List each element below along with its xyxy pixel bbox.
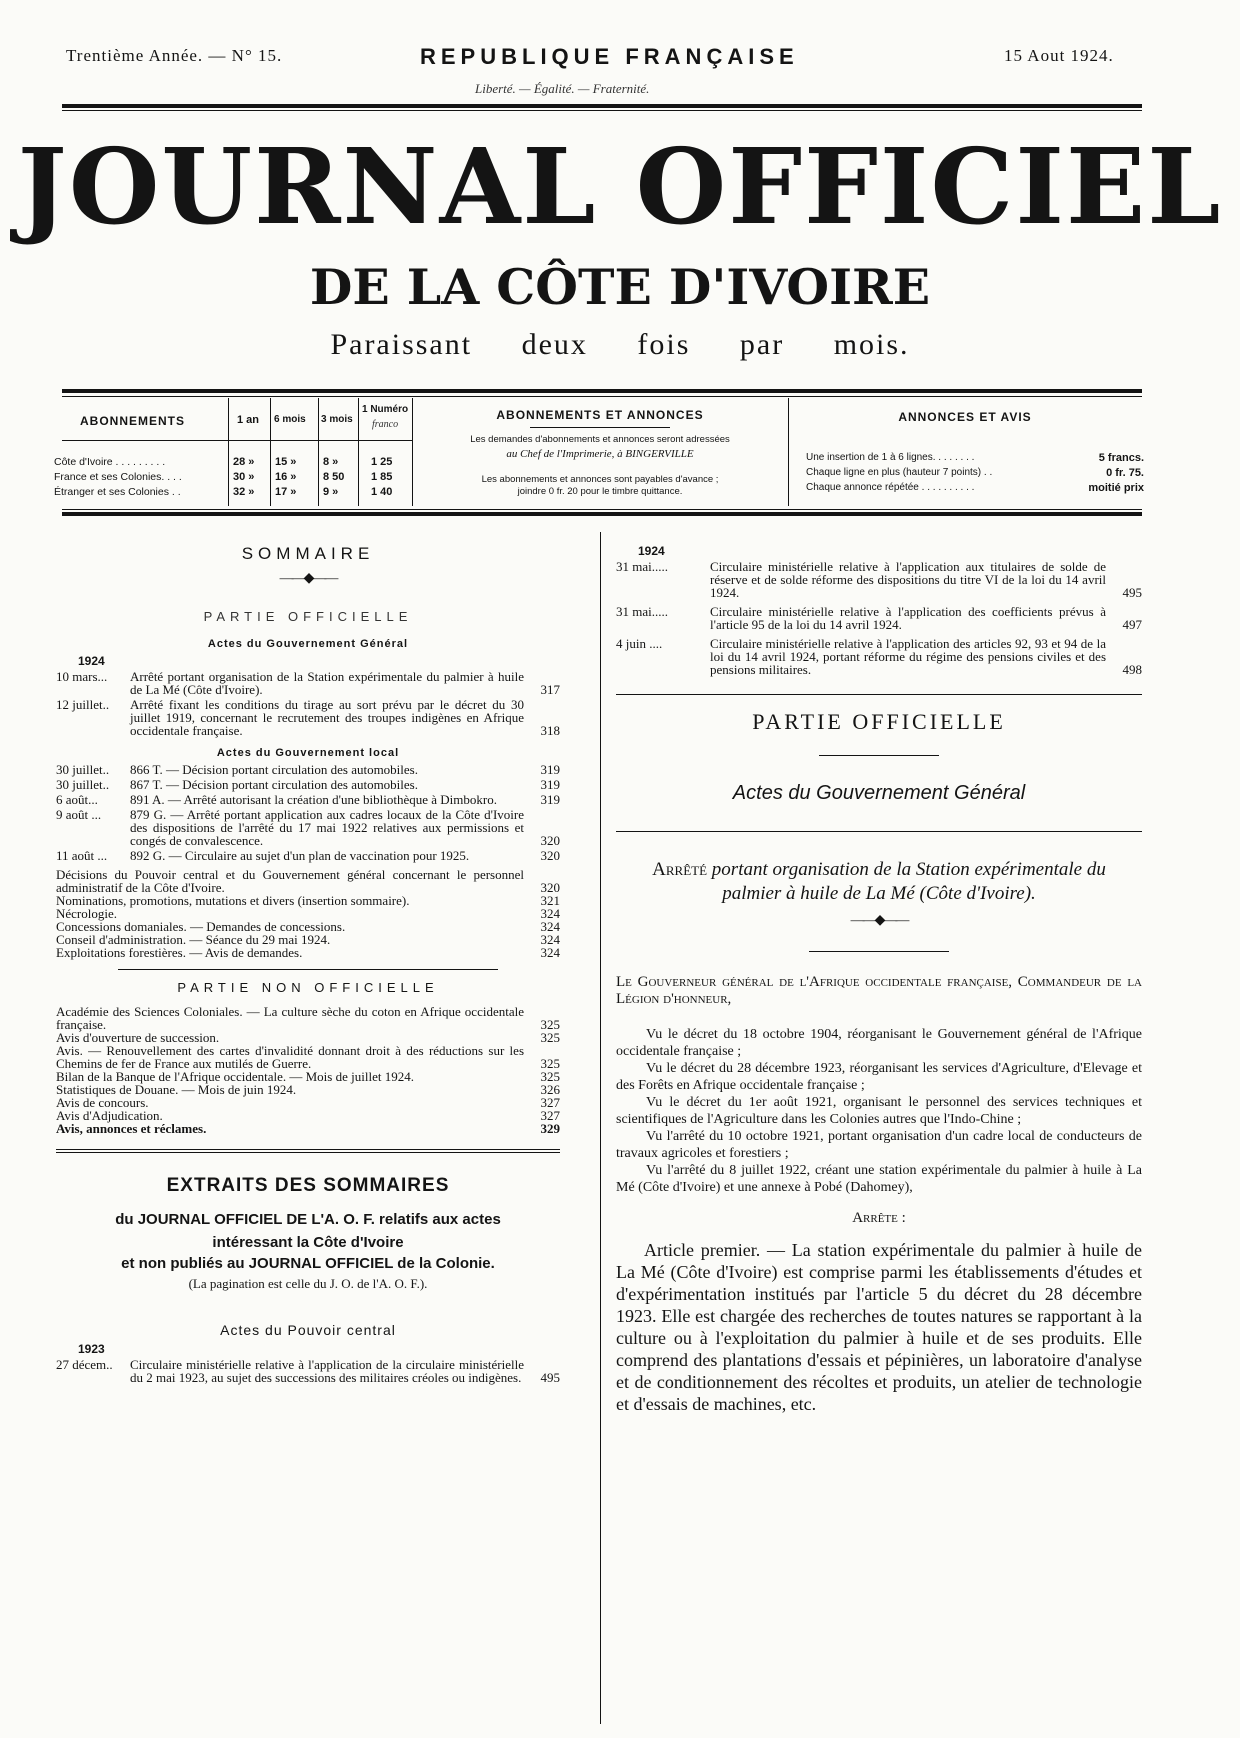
subscriptions-note-3: joindre 0 fr. 20 pour le timbre quittance. <box>517 486 683 497</box>
extraits-line-3: et non publiés au JOURNAL OFFICIEL de la Colonie. <box>121 1255 495 1272</box>
list-item: Avis. — Renouvellement des cartes d'invalidité donnant droit à des réductions sur les Chemins de fer de France aux mutilés de Guerre. 325 <box>56 1043 560 1071</box>
ad-rate-row: Chaque annonce répétée . . . . . . . . . . moitié prix <box>806 482 1144 494</box>
governor-intro: Le Gouverneur général de l'Afrique occidentale française, Commandeur de la Légion d'honneur, <box>616 974 1142 1007</box>
list-item: 9 août ... 879 G. — Arrêté portant application aux cadres locaux de la Côte d'Ivoire des dispositions de l'arrêté du 17 mai 1922 relatives aux permissions et congés de convalescence. 320 <box>56 807 560 848</box>
table-bottom-rule-thin <box>62 509 1142 510</box>
ad-rate-row: Chaque ligne en plus (hauteur 7 points) . . 0 fr. 75. <box>806 467 1144 479</box>
masthead-rule <box>62 104 1142 108</box>
col-single-issue-sub: franco <box>372 419 399 430</box>
list-item: 30 juillet.. 867 T. — Décision portant circulation des automobiles. 319 <box>56 777 560 792</box>
list-item: Conseil d'administration. — Séance du 29 mai 1924. 324 <box>56 932 560 947</box>
table-top-rule-thin <box>62 396 1142 397</box>
motto: Liberté. — Égalité. — Fraternité. <box>475 81 650 96</box>
publication-frequency: Paraissant deux fois par mois. <box>330 328 910 361</box>
subscriptions-address: au Chef de l'Imprimerie, à BINGERVILLE <box>506 448 694 460</box>
ornament: ——◆—— <box>279 571 337 586</box>
list-item: Avis, annonces et réclames. 329 <box>56 1121 560 1136</box>
pc-header: Actes du Pouvoir central <box>220 1322 396 1338</box>
col-3-months: 3 mois <box>321 414 353 425</box>
list-item: Concessions domaniales. — Demandes de concessions. 324 <box>56 919 560 934</box>
list-item: Académie des Sciences Coloniales. — La culture sèche du coton en Afrique occidentale française. 325 <box>56 1004 560 1032</box>
issue-date: 15 Aout 1924. <box>1004 46 1114 65</box>
article-premier: Article premier. — La station expérimentale du palmier à huile de La Mé (Côte d'Ivoire) est comprise parmi les établissements d'études et d'expérimentation institués par l'article 5 du décret du 28 décembre 1923. Elle est chargée des recherches de toutes natures se rapportant à la culture ou à l'exploitation du palmier à huile et de ses produits. Elle comprend des plantations d'essais et pépinières, un laboratoire d'analyse et de conditionnement des récoltes et produits, un atelier de technologie et d'essais de machines, etc. <box>616 1240 1142 1414</box>
partie-non-officielle-heading: PARTIE NON OFFICIELLE <box>177 980 439 995</box>
subscriptions-header: ABONNEMENTS <box>80 414 186 428</box>
vu-2: Vu le décret du 28 décembre 1923, réorganisant les services d'Agriculture, d'Elevage et des Forêts en Afrique occidentale française ; <box>616 1061 1142 1093</box>
list-item: Nominations, promotions, mutations et divers (insertion sommaire). 321 <box>56 893 560 908</box>
table-top-rule <box>62 389 1142 393</box>
col-6-months: 6 mois <box>274 414 306 425</box>
extraits-line-1: du JOURNAL OFFICIEL DE L'A. O. F. relatifs aux actes <box>115 1211 501 1228</box>
list-item: Décisions du Pouvoir central et du Gouvernement général concernant le personnel administratif de la Côte d'Ivoire. 320 <box>56 867 560 895</box>
list-item: Avis d'ouverture de succession. 325 <box>56 1030 560 1045</box>
gg-header: Actes du Gouvernement Général <box>207 638 409 650</box>
col-1-year: 1 an <box>237 414 260 426</box>
arrete-heading: Arrête : <box>852 1210 906 1226</box>
journal-subtitle: DE LA CÔTE D'IVOIRE <box>309 258 931 316</box>
extraits-title: EXTRAITS DES SOMMAIRES <box>166 1175 450 1196</box>
right-column <box>616 542 1142 1415</box>
sommaire-title: SOMMAIRE <box>241 544 375 563</box>
sommaire-column <box>56 544 560 1386</box>
list-item: 31 mai..... Circulaire ministérielle relative à l'application aux titulaires de solde de réserve et de solde réforme des dispositions du titre VI de la loi du 14 avril 1924. 495 <box>616 559 1142 600</box>
arrete-title: Arrêté portant organisation de la Station expérimentale du palmier à huile de La Mé (Côte d'Ivoire). <box>652 859 1106 904</box>
gl-header: Actes du Gouvernement local <box>216 747 400 759</box>
list-item: Avis d'Adjudication. 327 <box>56 1108 560 1123</box>
ad-rates <box>806 452 1144 497</box>
partie-officielle-title: PARTIE OFFICIELLE <box>752 709 1006 734</box>
journal-title: JOURNAL OFFICIEL <box>17 125 1223 248</box>
vu-3: Vu le décret du 1er août 1921, organisant le personnel des services techniques et scientifiques de l'Agriculture dans les Colonies autres que l'Indo-Chine ; <box>616 1095 1142 1127</box>
year-1924: 1924 <box>78 654 105 668</box>
masthead-rule-thin <box>62 110 1142 111</box>
subscriptions-note-2: Les abonnements et annonces sont payables d'avance ; <box>481 474 719 485</box>
list-item: 6 août... 891 A. — Arrêté autorisant la création d'une bibliothèque à Dimbokro. 319 <box>56 792 560 807</box>
list-item: Statistiques de Douane. — Mois de juin 1924. 326 <box>56 1082 560 1097</box>
list-item: 10 mars... Arrêté portant organisation de la Station expérimentale du palmier à huile de La Mé (Côte d'Ivoire). 317 <box>56 669 560 697</box>
abonnements-annonces-header: ABONNEMENTS ET ANNONCES <box>496 408 704 422</box>
list-item: Bilan de la Banque de l'Afrique occidentale. — Mois de juillet 1924. 325 <box>56 1069 560 1084</box>
ornament: ——◆—— <box>850 913 908 928</box>
list-item: 31 mai..... Circulaire ministérielle relative à l'application des coefficients prévus à l'article 95 de la loi du 14 avril 1924. 497 <box>616 604 1142 632</box>
ad-rate-row: Une insertion de 1 à 6 lignes. . . . . . . . 5 francs. <box>806 452 1144 464</box>
subscriptions-note-1: Les demandes d'abonnements et annonces seront adressées <box>470 434 730 445</box>
republic-heading: REPUBLIQUE FRANÇAISE <box>420 44 799 69</box>
list-item: Exploitations forestières. — Avis de demandes. 324 <box>56 945 560 960</box>
vu-1: Vu le décret du 18 octobre 1904, réorganisant le Gouvernement général de l'Afrique occidentale française ; <box>616 1027 1142 1059</box>
issue-number: Trentième Année. — N° 15. <box>66 46 283 65</box>
vu-5: Vu l'arrêté du 8 juillet 1922, créant une station expérimentale du palmier à huile à La Mé (Côte d'Ivoire) et une annexe à Pobé (Dahomey), <box>616 1163 1142 1195</box>
list-item: 4 juin .... Circulaire ministérielle relative à l'application des articles 92, 93 et 94 de la loi du 14 avril 1924, portant réforme du régime des pensions civiles et des pensions militaires. 498 <box>616 636 1142 677</box>
list-item: Nécrologie. 324 <box>56 906 560 921</box>
list-item: 12 juillet.. Arrêté fixant les conditions du tirage au sort prévu par le décret du 30 juillet 1919, concernant le recrutement des troupes indigènes en Afrique occidentale française. 318 <box>56 697 560 738</box>
extraits-line-2: intéressant la Côte d'Ivoire <box>212 1234 404 1251</box>
table-bottom-rule <box>62 512 1142 516</box>
annonces-avis-header: ANNONCES ET AVIS <box>898 410 1032 424</box>
list-item: 27 décem.. Circulaire ministérielle relative à l'application de la circulaire ministérielle du 2 mai 1923, au sujet des successions des militaires créoles ou indigènes. 495 <box>56 1357 560 1385</box>
extraits-note: (La pagination est celle du J. O. de l'A. O. F.). <box>188 1276 428 1291</box>
vu-4: Vu l'arrêté du 10 octobre 1921, portant organisation d'un cadre local de conducteurs de travaux agricoles et forestiers ; <box>616 1129 1142 1161</box>
year-1923: 1923 <box>78 1342 105 1356</box>
col-single-issue: 1 Numéro <box>362 404 409 415</box>
actes-gg-title: Actes du Gouvernement Général <box>732 782 1026 804</box>
list-item: Avis de concours. 327 <box>56 1095 560 1110</box>
list-item: 11 août ... 892 G. — Circulaire au sujet d'un plan de vaccination pour 1925. 320 <box>56 848 560 863</box>
list-item: 30 juillet.. 866 T. — Décision portant circulation des automobiles. 319 <box>56 762 560 777</box>
year-1924-right: 1924 <box>638 544 665 558</box>
column-divider <box>600 532 601 1724</box>
partie-officielle-heading: PARTIE OFFICIELLE <box>203 609 413 624</box>
